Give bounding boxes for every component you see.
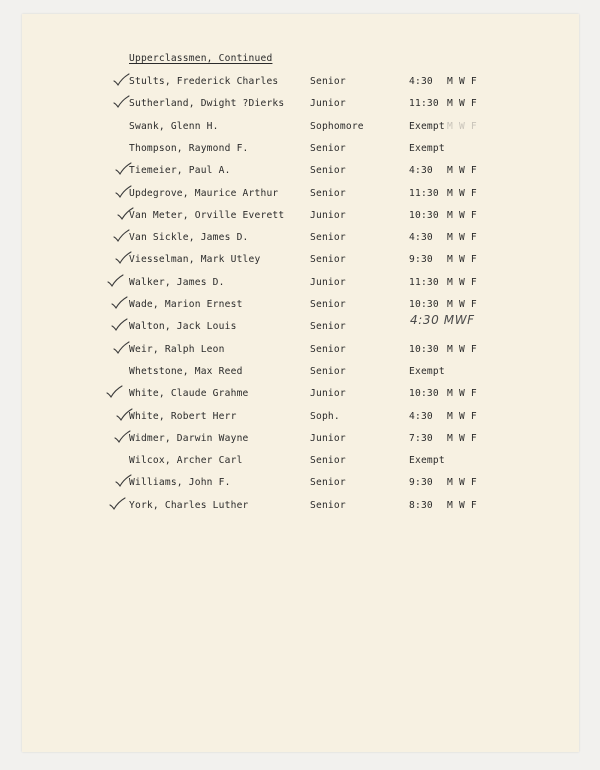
class-year: Senior xyxy=(310,343,346,355)
exam-days: M W F xyxy=(447,276,477,288)
class-year: Senior xyxy=(310,477,346,489)
class-year: Junior xyxy=(310,209,346,221)
exam-time: 7:30 xyxy=(409,432,433,444)
class-year: Senior xyxy=(310,321,346,333)
checkmark-icon xyxy=(111,296,129,310)
handwritten-time: 4:30 MWF xyxy=(410,313,475,328)
class-year: Senior xyxy=(310,499,346,511)
exam-time: 11:30 xyxy=(409,98,439,110)
exam-days: M W F xyxy=(447,209,477,221)
exam-time: 4:30 xyxy=(409,76,433,87)
student-name: Thompson, Raymond F. xyxy=(129,142,249,154)
table-row xyxy=(0,232,600,248)
table-row xyxy=(0,277,600,293)
exam-time: Exempt xyxy=(409,120,445,132)
exam-days: M W F xyxy=(447,254,477,266)
class-year: Senior xyxy=(310,187,346,199)
table-row xyxy=(0,477,600,493)
student-name: Walker, James D. xyxy=(129,276,225,288)
class-year: Senior xyxy=(310,455,346,467)
exam-days: M W F xyxy=(447,388,477,400)
class-year: Junior xyxy=(310,98,346,110)
student-name: Williams, John F. xyxy=(129,477,231,489)
exam-time: 9:30 xyxy=(409,477,433,489)
table-row xyxy=(0,455,600,471)
exam-time: Exempt xyxy=(409,365,445,377)
exam-time: 10:30 xyxy=(409,299,439,310)
student-name: Weir, Ralph Leon xyxy=(129,343,225,355)
exam-time: 4:30 xyxy=(409,232,433,244)
student-name: White, Robert Herr xyxy=(129,410,237,422)
table-row xyxy=(0,98,600,114)
student-name: Updegrove, Maurice Arthur xyxy=(129,187,279,199)
class-year: Junior xyxy=(310,276,346,288)
exam-time: Exempt xyxy=(409,455,445,467)
exam-time: 10:30 xyxy=(409,209,439,221)
student-name: Tiemeier, Paul A. xyxy=(129,165,231,177)
class-year: Sophomore xyxy=(310,120,364,132)
exam-days: M W F xyxy=(447,98,477,110)
table-row xyxy=(0,433,600,449)
exam-time: 11:30 xyxy=(409,276,439,288)
table-row xyxy=(0,76,600,92)
table-row xyxy=(0,411,600,427)
exam-days: M W F xyxy=(447,232,477,244)
exam-time: 4:30 xyxy=(409,410,433,422)
table-row xyxy=(0,313,600,337)
student-name: Widmer, Darwin Wayne xyxy=(129,432,249,444)
checkmark-icon xyxy=(111,318,129,332)
exam-time: Exempt xyxy=(409,142,445,154)
student-name: Whetstone, Max Reed xyxy=(129,365,243,377)
student-name: Viesselman, Mark Utley xyxy=(129,254,261,266)
exam-days: M W F xyxy=(447,299,477,310)
student-name: Stults, Frederick Charles xyxy=(129,76,279,87)
student-name: Wade, Marion Ernest xyxy=(129,299,243,310)
student-name: Swank, Glenn H. xyxy=(129,120,219,132)
class-year: Senior xyxy=(310,232,346,244)
table-row xyxy=(0,299,600,315)
class-year: Senior xyxy=(310,165,346,177)
table-row xyxy=(0,388,600,404)
class-year: Senior xyxy=(310,299,346,310)
student-name: White, Claude Grahme xyxy=(129,388,249,400)
exam-days: M W F xyxy=(447,477,477,489)
exam-time: 10:30 xyxy=(409,343,439,355)
exam-days: M W F xyxy=(447,343,477,355)
student-name: Walton, Jack Louis xyxy=(129,321,237,333)
table-row xyxy=(0,344,600,360)
student-name: York, Charles Luther xyxy=(129,499,249,511)
exam-days: M W F xyxy=(447,499,477,511)
class-year: Junior xyxy=(310,388,346,400)
class-year: Senior xyxy=(310,254,346,266)
student-name: Wilcox, Archer Carl xyxy=(129,455,243,467)
table-row xyxy=(0,188,600,204)
table-row xyxy=(0,254,600,270)
exam-time: 4:30 xyxy=(409,165,433,177)
table-row xyxy=(0,210,600,226)
exam-time: 10:30 xyxy=(409,388,439,400)
checkmark-icon xyxy=(109,497,127,511)
checkmark-icon xyxy=(107,274,125,288)
exam-days: M W F xyxy=(447,410,477,422)
exam-days: M W F xyxy=(447,76,477,87)
exam-time: 9:30 xyxy=(409,254,433,266)
table-row xyxy=(0,143,600,159)
exam-days: M W F xyxy=(447,432,477,444)
checkmark-icon xyxy=(106,385,124,399)
class-year: Soph. xyxy=(310,410,340,422)
class-year: Senior xyxy=(310,76,346,87)
class-year: Senior xyxy=(310,142,346,154)
table-row xyxy=(0,121,600,137)
exam-days: M W F xyxy=(447,120,477,132)
exam-days: M W F xyxy=(447,187,477,199)
class-year: Junior xyxy=(310,432,346,444)
table-row xyxy=(0,366,600,382)
exam-time: 11:30 xyxy=(409,187,439,199)
page-heading: Upperclassmen, Continued xyxy=(129,53,273,64)
table-row xyxy=(0,165,600,181)
student-name: Van Meter, Orville Everett xyxy=(129,209,285,221)
exam-days: M W F xyxy=(447,165,477,177)
student-name: Sutherland, Dwight ?Dierks xyxy=(129,98,285,110)
table-row xyxy=(0,500,600,516)
student-name: Van Sickle, James D. xyxy=(129,232,249,244)
exam-time: 8:30 xyxy=(409,499,433,511)
class-year: Senior xyxy=(310,365,346,377)
